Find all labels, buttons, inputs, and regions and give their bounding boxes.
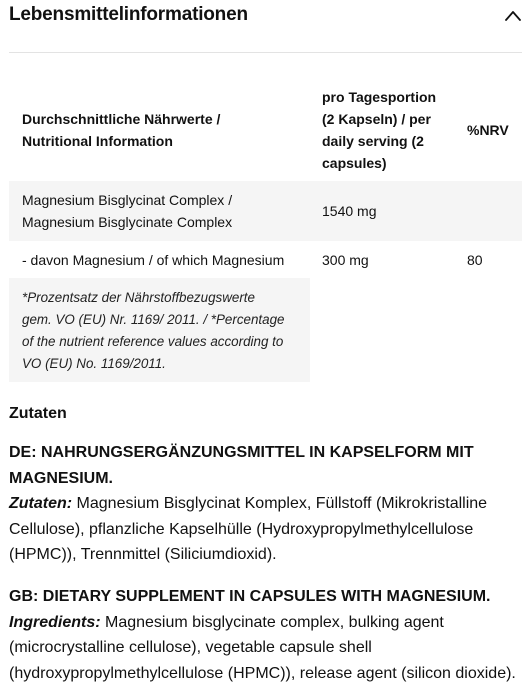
de-headline: [9, 440, 524, 491]
de-ingredients-line: Magnesium Bisglycinat Komplex, Füllstoff (Mikrokristalline: [72, 495, 488, 512]
nutrient-name-line: - davon Magnesium / of which Magnesium: [22, 252, 285, 268]
table-row: [9, 181, 522, 241]
gb-ingredients-text: [9, 610, 524, 687]
header-nrv: %NRV: [467, 122, 509, 138]
gb-ingredients-line: Magnesium bisglycinate complex, bulking agent: [100, 613, 444, 631]
nutrient-name: [22, 189, 307, 233]
nutrient-name-line: Magnesium Bisglycinat Complex /: [22, 192, 233, 208]
de-headline-line: DE: NAHRUNGSERGÄNZUNGSMITTEL IN KAPSELFORM MIT: [9, 444, 474, 461]
nutrient-name-line: Magnesium Bisglycinate Complex: [22, 214, 233, 230]
nutrient-nrv: 80: [467, 252, 483, 268]
gb-ingredients-line: (microcrystalline cellulose), vegetable capsule shell: [9, 639, 372, 656]
header-serving: [322, 86, 457, 174]
header-serving-line: (2 Kapseln) / per: [322, 111, 431, 127]
chevron-up-icon[interactable]: [504, 8, 522, 24]
nutrient-amount: 1540 mg: [322, 203, 377, 219]
gb-ingredients-line: (hydroxypropylmethylcellulose (HPMC)), release agent (silicon dioxide).: [9, 664, 516, 682]
header-serving-line: capsules): [322, 155, 387, 171]
gb-headline-line: GB: DIETARY SUPPLEMENT IN CAPSULES WITH MAGNESIUM.: [9, 588, 491, 605]
footnote-line: *Prozentsatz der Nährstoffbezugswerte: [22, 290, 255, 305]
de-ingredients-text: [9, 491, 524, 568]
gb-headline: [9, 584, 524, 610]
de-ingredients-line: Cellulose), pflanzliche Kapselhülle (Hydroxypropylmethylcellulose: [9, 520, 474, 538]
table-row: [9, 241, 522, 278]
table-header-row: [9, 80, 522, 180]
header-nutrient: [22, 108, 307, 152]
ingredients-heading: Zutaten: [9, 405, 67, 422]
gb-ingredients-label: Ingredients:: [9, 613, 101, 631]
ingredients-de: [9, 440, 524, 568]
footnote-line: of the nutrient reference values according to: [22, 334, 284, 349]
footnote-line: VO (EU) No. 1169/2011.: [22, 356, 166, 371]
de-ingredients-line: (HPMC)), Trennmittel (Siliciumdioxid).: [9, 546, 277, 563]
header-serving-line: pro Tagesportion: [322, 89, 437, 105]
nutrient-name: [22, 249, 307, 271]
ingredients-gb: [9, 584, 524, 686]
header-nutrient-line: Nutritional Information: [22, 133, 173, 149]
accordion-header[interactable]: [9, 0, 522, 53]
footnote-line: gem. VO (EU) Nr. 1169/ 2011. / *Percentage: [22, 312, 285, 327]
header-nutrient-line: Durchschnittliche Nährwerte /: [22, 111, 221, 127]
footnote-text: [22, 287, 304, 375]
section-title: Lebensmittelinformationen: [9, 4, 248, 25]
nrv-footnote: [9, 278, 310, 382]
de-ingredients-label: Zutaten:: [9, 495, 73, 512]
de-headline-line: MAGNESIUM.: [9, 469, 113, 487]
header-serving-line: daily serving (2: [322, 133, 424, 149]
nutrient-amount: 300 mg: [322, 252, 369, 268]
